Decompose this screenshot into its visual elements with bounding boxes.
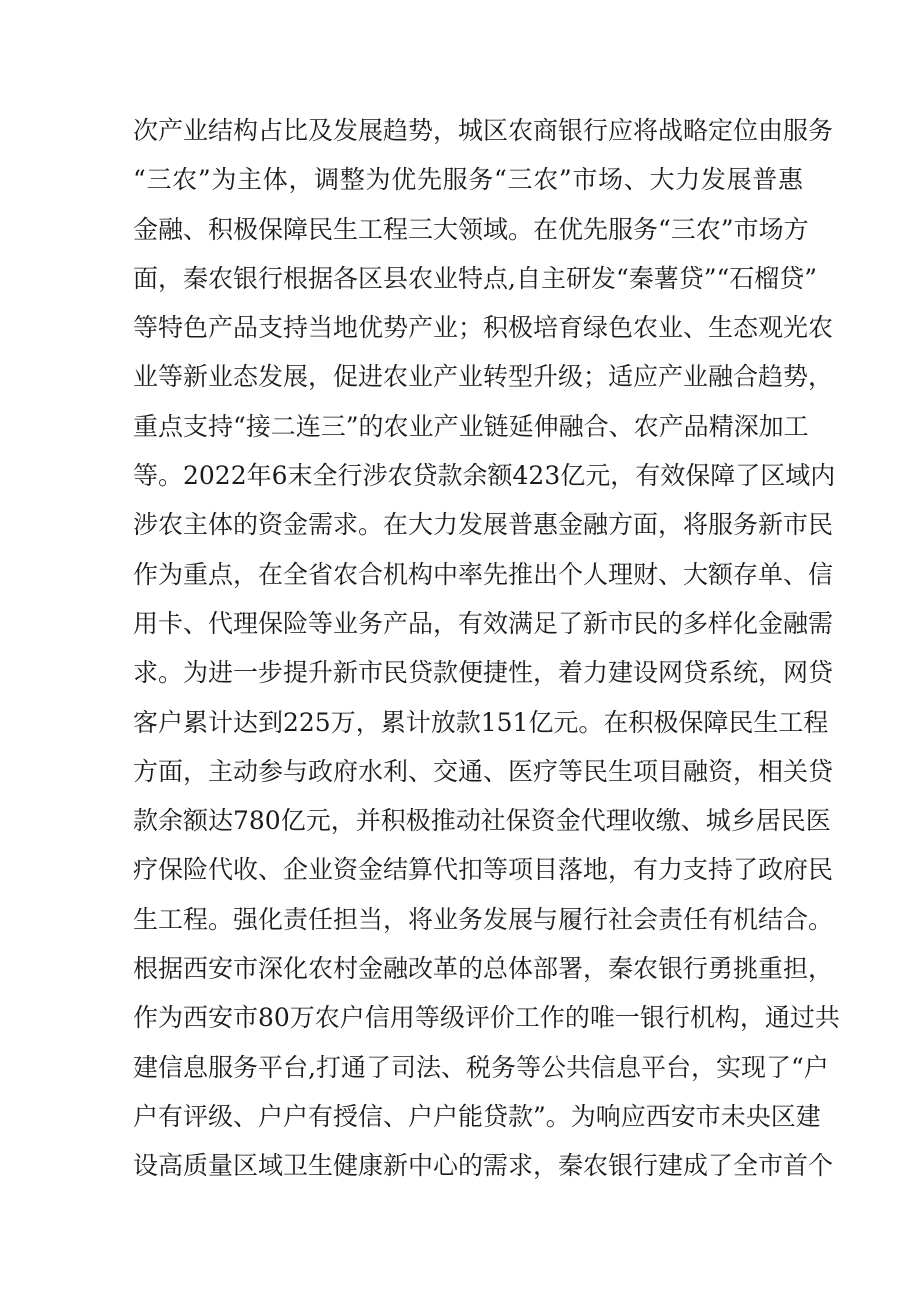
text-line: 客户累计达到225万，累计放款151亿元。在积极保障民生工程 [133,707,829,737]
text-line: 次产业结构占比及发展趋势，城区农商银行应将战略定位由服务 [133,116,834,145]
text-line: 求。为进一步提升新市民贷款便捷性，着力建设网贷系统，网贷 [133,658,834,688]
text-line: “三农”为主体，调整为优先服务“三农”市场、大力发展普惠 [133,165,803,195]
text-line: 方面，主动参与政府水利、交通、医疗等民生项目融资，相关贷 [133,756,834,786]
text-line: 涉农主体的资金需求。在大力发展普惠金融方面，将服务新市民 [133,510,834,540]
text-line: 建信息服务平台,打通了司法、税务等公共信息平台，实现了“户 [133,1052,829,1082]
body-paragraph [133,106,840,1191]
text-line: 作为重点，在全省农合机构中率先推出个人理财、大额存单、信 [133,559,834,589]
text-line: 户有评级、户户有授信、户户能贷款”。为响应西安市未央区建 [133,1101,821,1131]
text-line: 等。2022年6末全行涉农贷款余额423亿元，有效保障了区域内 [133,461,836,491]
text-line: 疗保险代收、企业资金结算代扣等项目落地，有力支持了政府民 [133,855,834,885]
text-line: 用卡、代理保险等业务产品，有效满足了新市民的多样化金融需 [133,608,834,638]
text-line: 重点支持“接二连三”的农业产业链延伸融合、农产品精深加工 [133,411,809,441]
text-line: 设高质量区域卫生健康新中心的需求，秦农银行建成了全市首个 [133,1151,834,1181]
text-line: 根据西安市深化农村金融改革的总体部署，秦农银行勇挑重担， [133,954,834,984]
text-line: 面，秦农银行根据各区县农业特点,自主研发“秦薯贷”“石榴贷” [133,263,818,293]
text-line: 金融、积极保障民生工程三大领域。在优先服务“三农”市场方 [133,214,809,244]
text-line: 生工程。强化责任担当，将业务发展与履行社会责任有机结合。 [133,904,834,934]
text-line: 等特色产品支持当地优势产业；积极培育绿色农业、生态观光农 [133,313,834,343]
text-line: 业等新业态发展，促进农业产业转型升级；适应产业融合趋势， [133,362,834,392]
text-line: 款余额达780亿元，并积极推动社保资金代理收缴、城乡居民医 [133,806,831,836]
text-line: 作为西安市80万农户信用等级评价工作的唯一银行机构，通过共 [133,1003,840,1033]
